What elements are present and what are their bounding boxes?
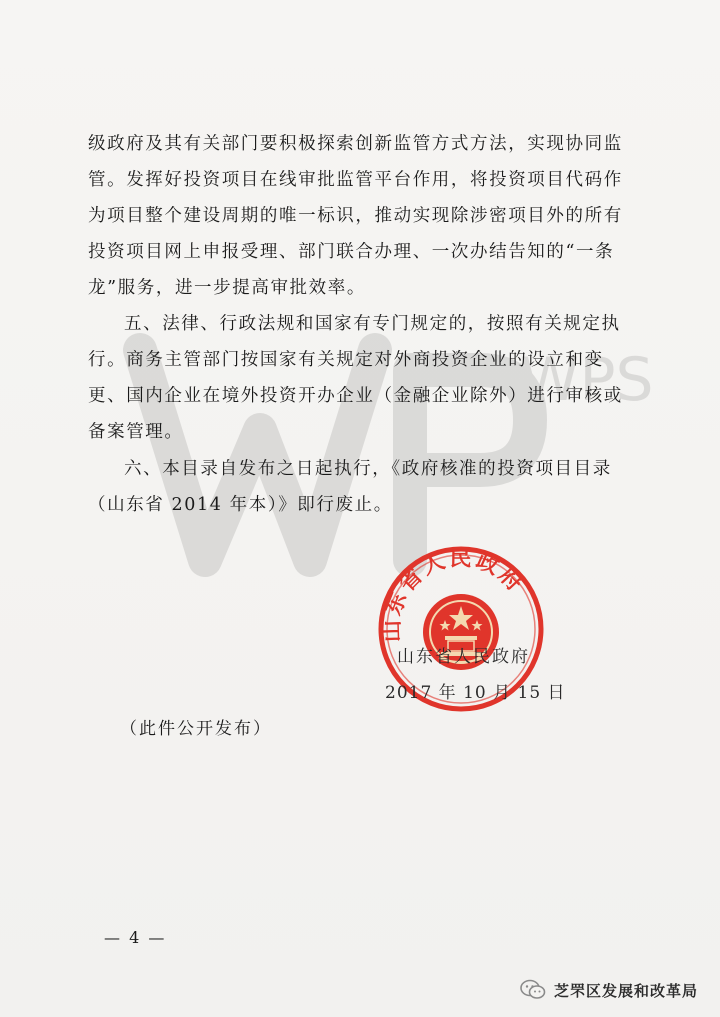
text-line: 级政府及其有关部门要积极探索创新监管方式方法，实现协同监 (88, 134, 623, 154)
page-number: — 4 — (104, 928, 167, 947)
text-line: 五、法律、行政法规和国家有专门规定的，按照有关规定执 (124, 314, 621, 334)
text-line: 更、国内企业在境外投资开办企业（金融企业除外）进行审核或 (88, 386, 623, 406)
issue-date: 2017 年 10 月 15 日 (385, 683, 566, 703)
footer-brand (520, 978, 698, 1002)
text-line: 管。发挥好投资项目在线审批监管平台作用，将投资项目代码作 (88, 170, 623, 190)
watermark-text: WPS (520, 345, 654, 415)
text-line: 行。商务主管部门按国家有关规定对外商投资企业的设立和变 (88, 350, 604, 370)
wechat-icon (520, 979, 546, 1001)
paragraph-2 (88, 306, 628, 450)
text-line: 投资项目网上申报受理、部门联合办理、一次办结告知的“一条 (88, 242, 615, 262)
text-line: 六、本目录自发布之日起执行，《政府核准的投资项目目录 (124, 459, 612, 479)
text-line: 备案管理。 (88, 422, 184, 442)
paragraph-1 (88, 126, 628, 306)
paragraph-3 (88, 451, 628, 523)
seal-text: 山东省人民政府 (378, 545, 530, 643)
text-line: 为项目整个建设周期的唯一标识，推动实现除涉密项目外的所有 (88, 206, 623, 226)
text-line: （山东省 2014 年本）》即行废止。 (88, 495, 393, 515)
brand-name: 芝罘区发展和改革局 (553, 981, 698, 1000)
publish-note: （此件公开发布） (120, 719, 272, 739)
text-line: 龙”服务，进一步提高审批效率。 (88, 278, 366, 298)
issuer-name: 山东省人民政府 (397, 647, 530, 667)
